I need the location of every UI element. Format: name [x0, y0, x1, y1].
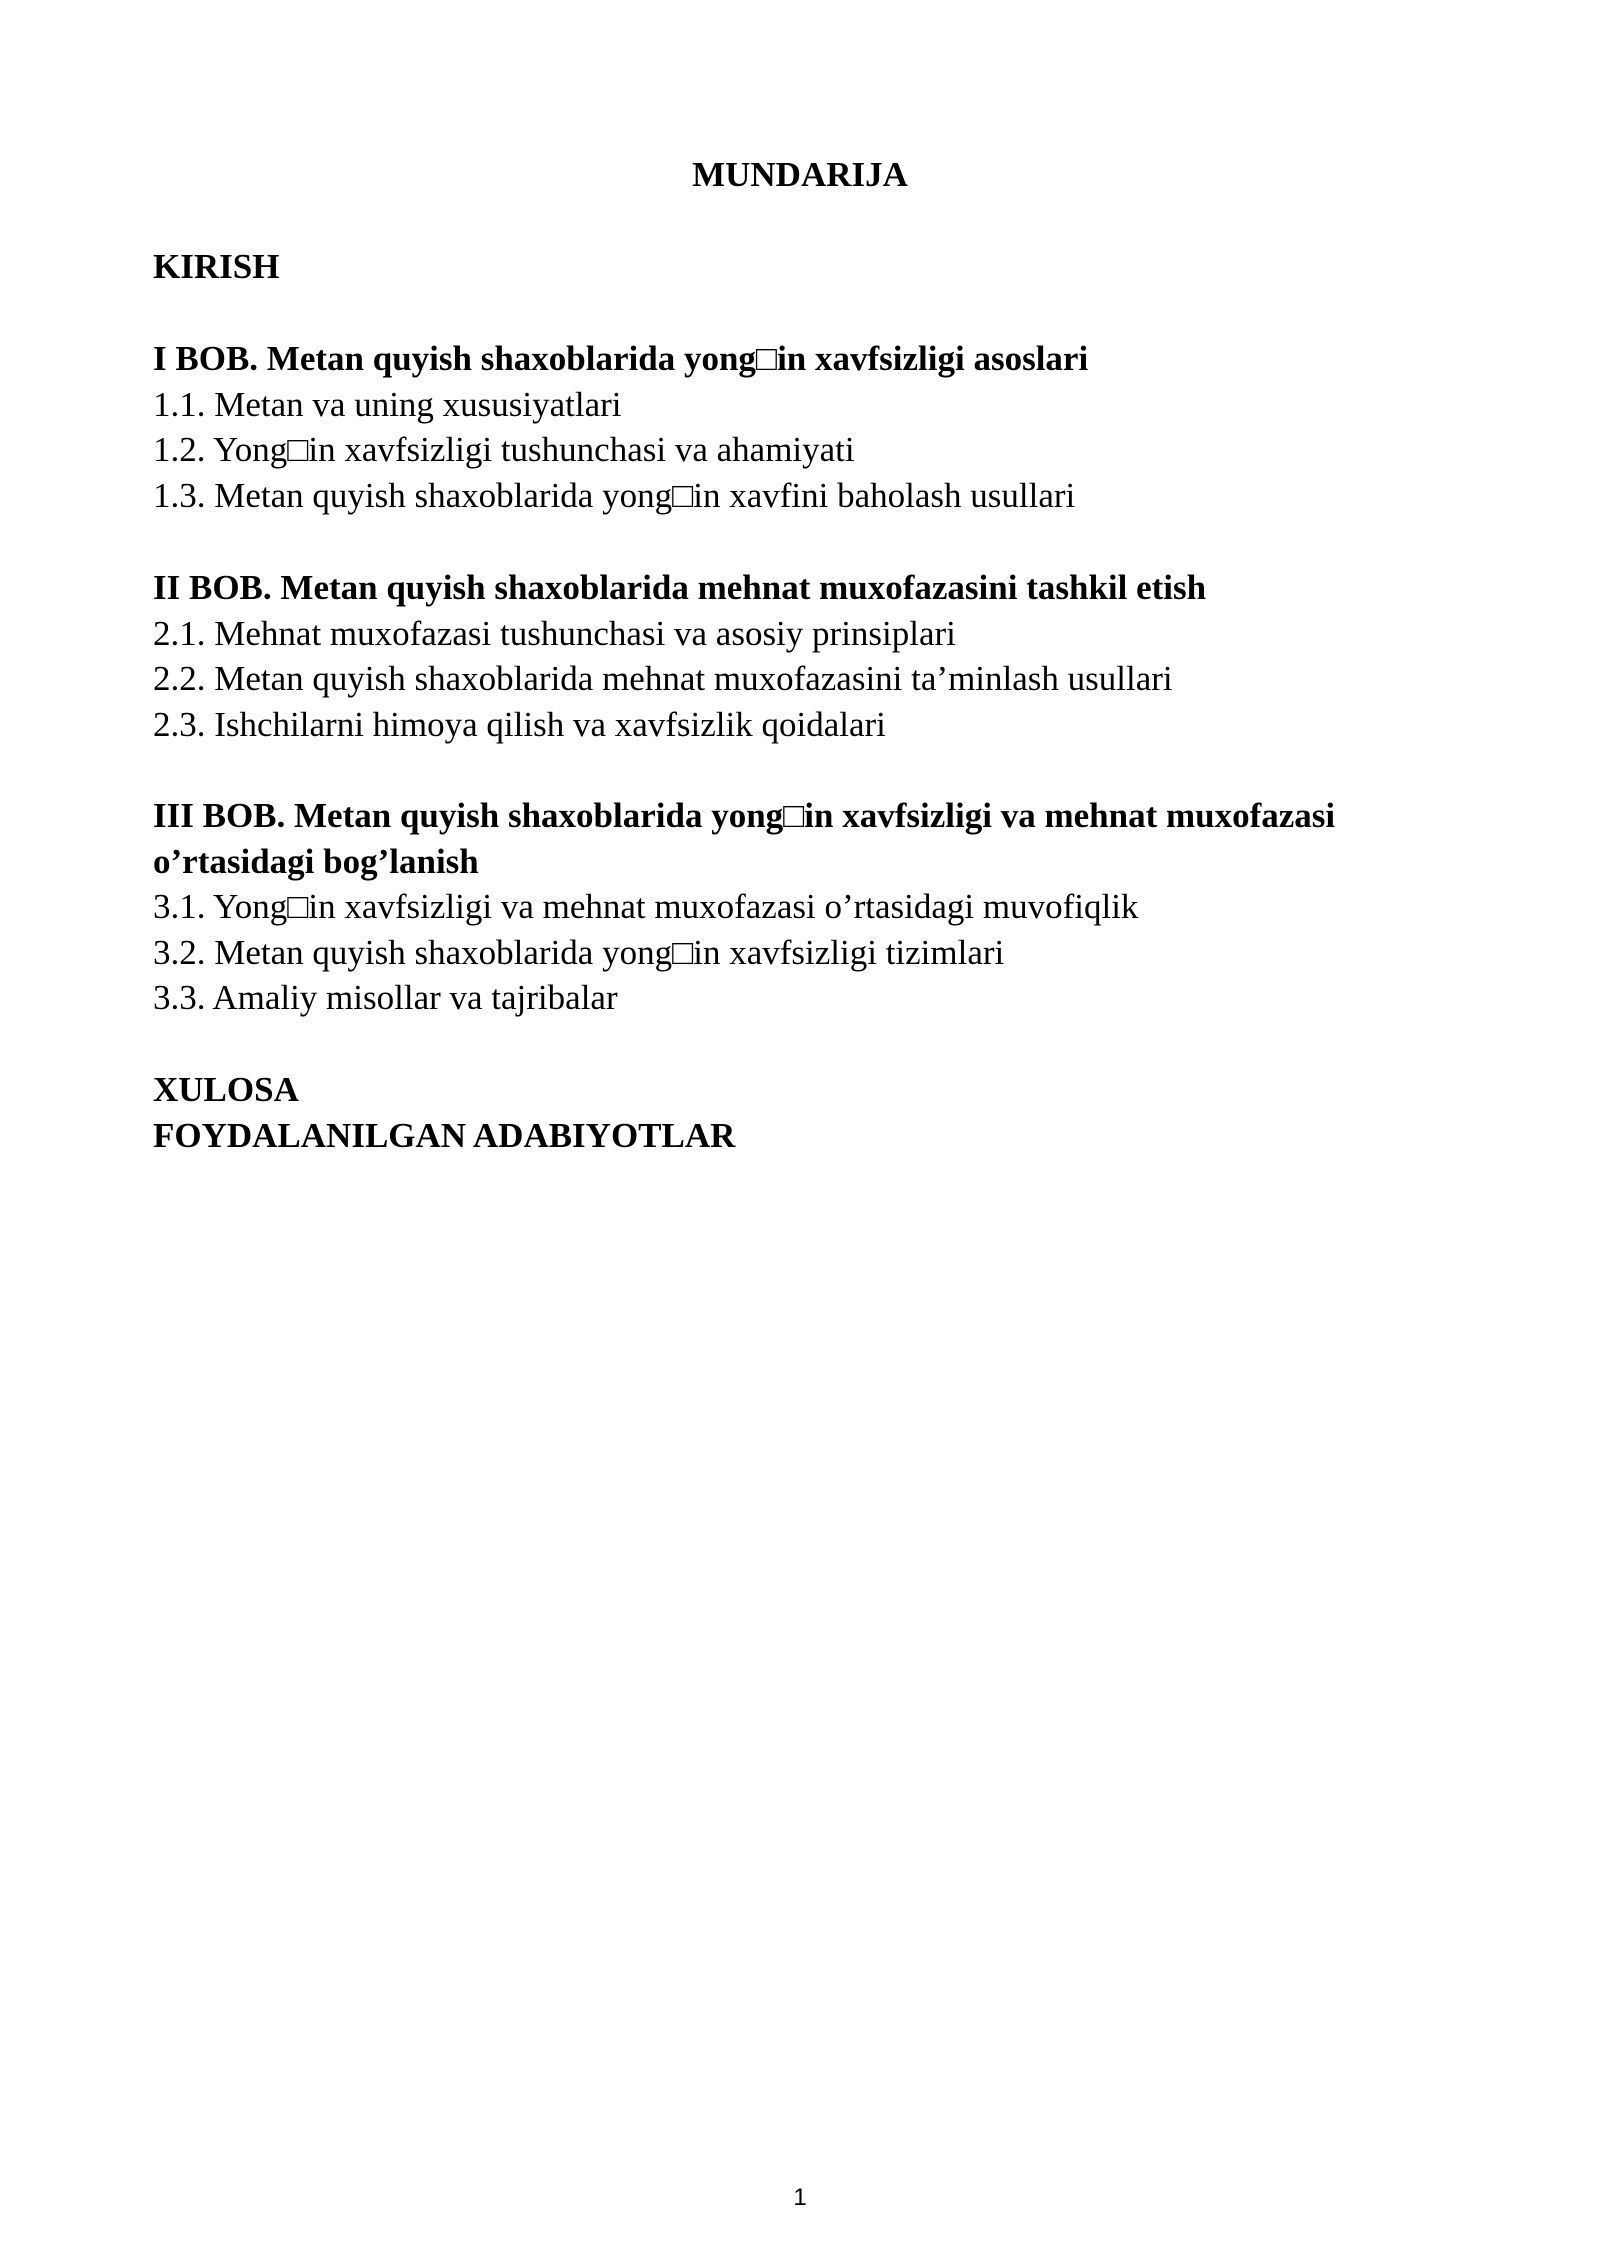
section-3-3: 3.3. Amaliy misollar va tajribalar: [153, 978, 618, 1017]
chapter-2: [153, 565, 1463, 747]
conclusion-heading: XULOSA: [153, 1070, 299, 1109]
section-2-1: 2.1. Mehnat muxofazasi tushunchasi va asosiy prinsiplari: [153, 613, 956, 653]
section-2-2: 2.2. Metan quyish shaxoblarida mehnat muxofazasini ta’minlash usullari: [153, 659, 1173, 698]
chapter-2-heading: II BOB. Metan quyish shaxoblarida mehnat muxofazasini tashkil etish: [153, 568, 1207, 607]
chapter-3-heading: III BOB. Metan quyish shaxoblarida yong□in xavfsizligi va mehnat muxofazasi o’rtasidagi bog’lanish: [153, 796, 1336, 881]
intro-heading-text: KIRISH: [153, 247, 280, 286]
closing-sections: [153, 1067, 1463, 1158]
page-number: 1: [793, 2184, 807, 2211]
chapter-1: [153, 336, 1463, 518]
intro-heading: [153, 244, 1463, 290]
section-2-3: 2.3. Ishchilarni himoya qilish va xavfsizlik qoidalari: [153, 704, 886, 744]
section-3-1: 3.1. Yong□in xavfsizligi va mehnat muxofazasi o’rtasidagi muvofiqlik: [153, 887, 1139, 926]
section-1-3: 1.3. Metan quyish shaxoblarida yong□in xavfini baholash usullari: [153, 475, 1076, 515]
section-3-2: 3.2. Metan quyish shaxoblarida yong□in xavfsizligi tizimlari: [153, 932, 1005, 972]
section-1-1: 1.1. Metan va uning xususiyatlari: [153, 384, 622, 424]
chapter-3: [153, 793, 1463, 1021]
references-heading: FOYDALANILGAN ADABIYOTLAR: [153, 1115, 736, 1155]
document-title: MUNDARIJA: [692, 155, 908, 194]
section-1-2: 1.2. Yong□in xavfsizligi tushunchasi va ahamiyati: [153, 430, 855, 469]
chapter-1-heading: I BOB. Metan quyish shaxoblarida yong□in xavfsizligi asoslari: [153, 339, 1089, 378]
